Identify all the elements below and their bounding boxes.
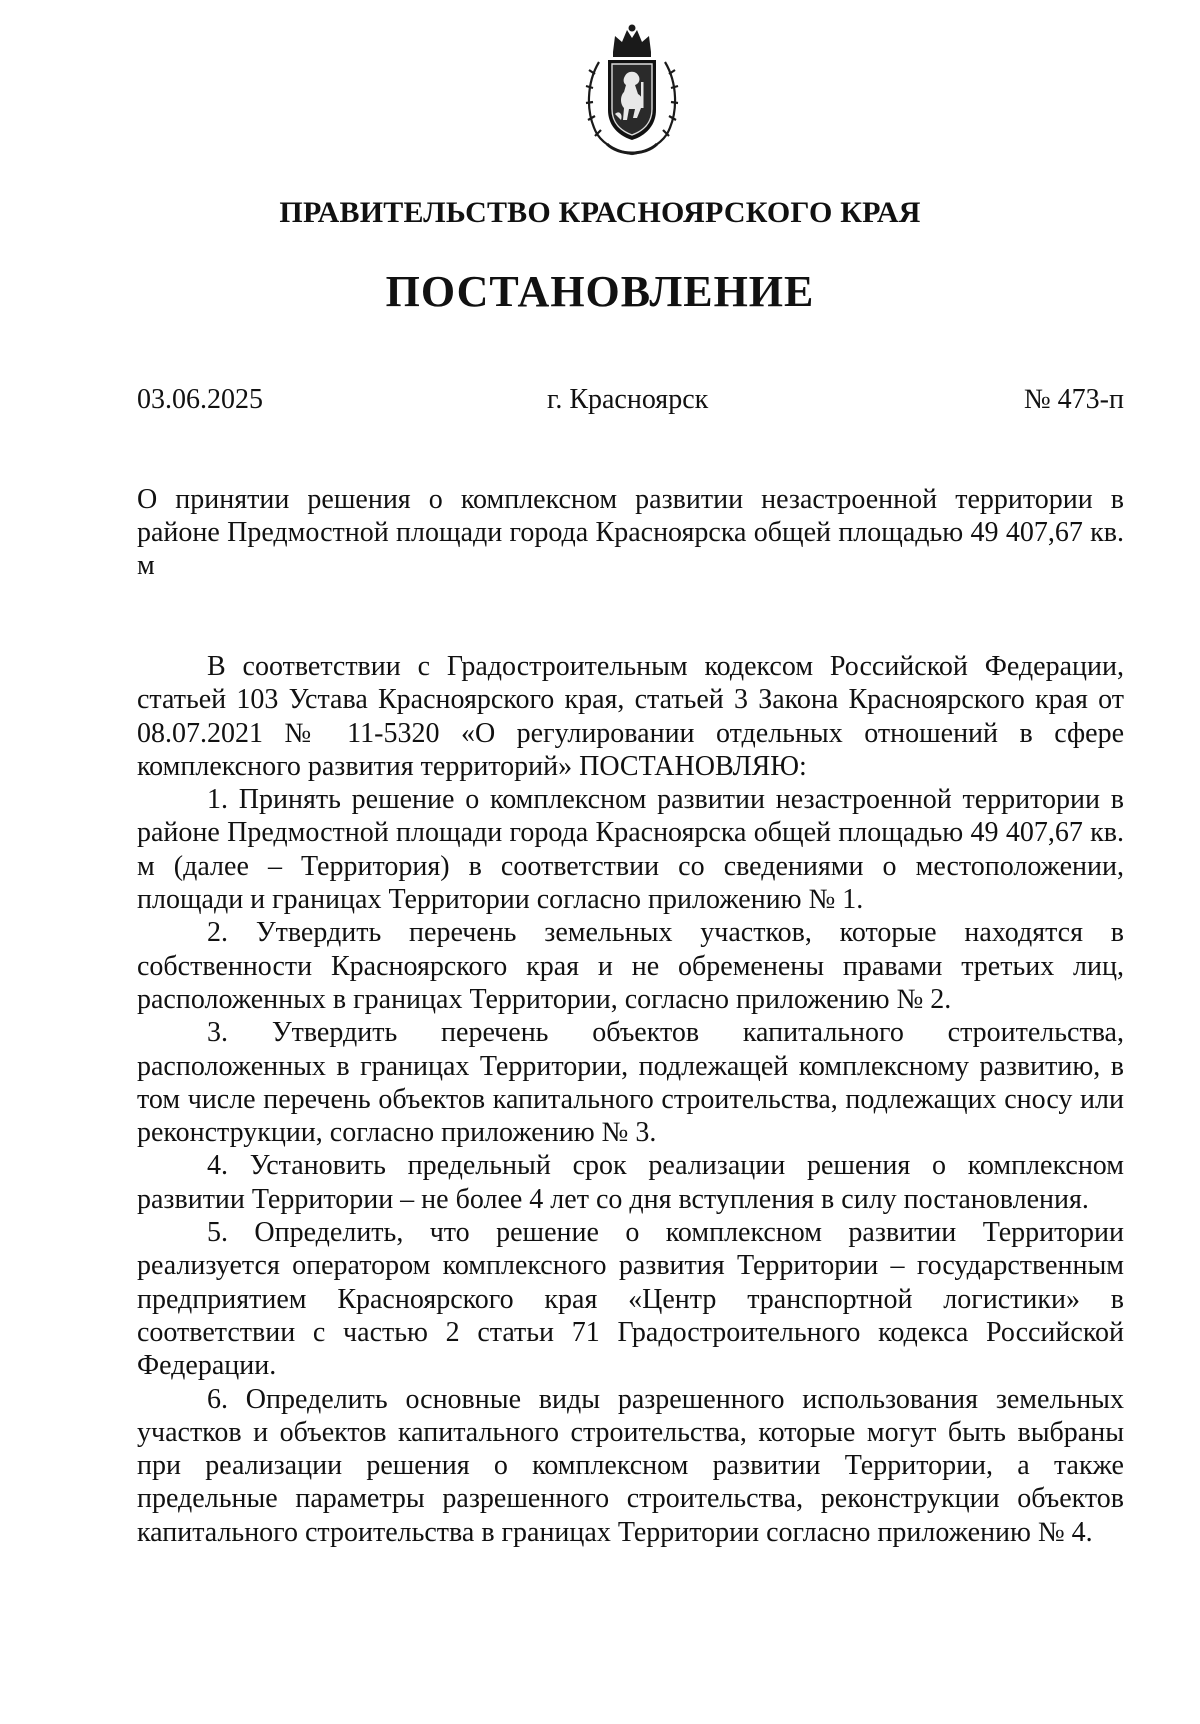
document-number: № 473-п (1023, 384, 1124, 415)
document-body (137, 650, 1124, 1549)
body-item-3: 3. Утвердить перечень объектов капитального строительства, расположенных в границах Территории, подлежащей комплексному развитию, в том числе перечень объектов капитального строительства, подлежащих сносу или реконструкции, согласно приложению № 3. (137, 1017, 1124, 1149)
document-title: О принятии решения о комплексном развитии незастроенной территории в районе Предмостной площади города Красноярска общей площадью 49 407,67 кв. м (137, 484, 1124, 581)
document-meta (137, 384, 1124, 424)
body-item-5: 5. Определить, что решение о комплексном развитии Территории реализуется оператором комплексного развития Территории – государственным предприятием Красноярского края «Центр транспортной логистики» в соответствии с частью 2 статьи 71 Градостроительного кодекса Российской Федерации. (137, 1217, 1124, 1382)
document-type: ПОСТАНОВЛЕНИЕ (385, 267, 815, 316)
body-item-6: 6. Определить основные виды разрешенного использования земельных участков и объектов капитального строительства, которые могут быть выбраны при реализации решения о комплексном развитии Территории, а также предельные параметры разрешенного строительства, реконструкции объектов капитального строительства в границах Территории согласно приложению № 4. (137, 1383, 1124, 1548)
body-item-2: 2. Утвердить перечень земельных участков, которые находятся в собственности Красноярского края и не обременены правами третьих лиц, расположенных в границах Территории, согласно приложению № 2. (137, 917, 1124, 1015)
body-item-4: 4. Установить предельный срок реализации решения о комплексном развитии Территории – не более 4 лет со дня вступления в силу постановления. (137, 1150, 1124, 1215)
organization-name: ПРАВИТЕЛЬСТВО КРАСНОЯРСКОГО КРАЯ (279, 196, 921, 229)
document-date: 03.06.2025 (137, 384, 263, 415)
body-item-1: 1. Принять решение о комплексном развитии незастроенной территории в районе Предмостной площади города Красноярска общей площадью 49 407,67 кв. м (далее – Территория) в соответствии со сведениями о местоположении, площади и границах Территории согласно приложению № 1. (137, 784, 1124, 916)
document-city: г. Красноярск (547, 384, 709, 415)
coat-of-arms-icon (575, 22, 689, 160)
body-intro: В соответствии с Градостроительным кодексом Российской Федерации, статьей 103 Устава Красноярского края, статьей 3 Закона Красноярского края от 08.07.2021 № 11-5320 «О регулировании отдельных отношений в сфере комплексного развития территорий» ПОСТАНОВЛЯЮ: (137, 651, 1124, 782)
